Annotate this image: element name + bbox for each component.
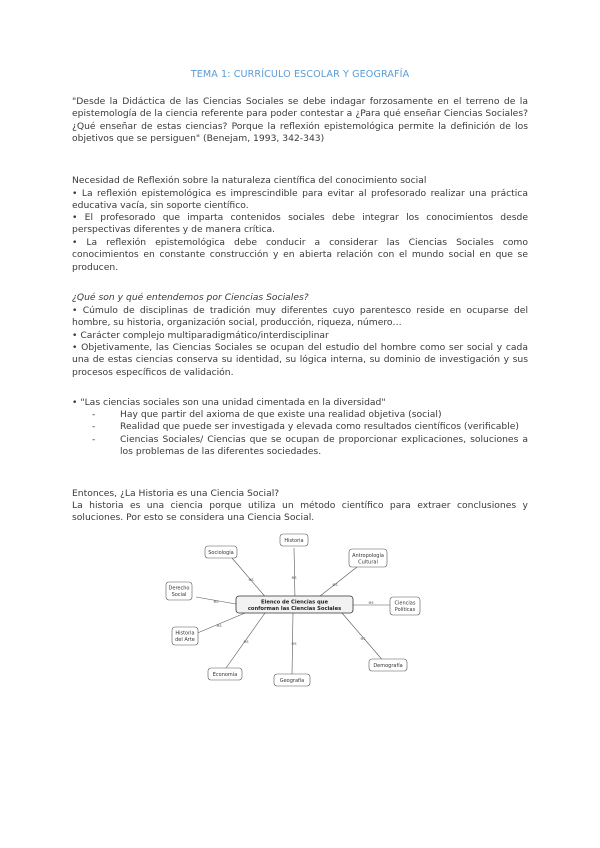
section1-heading: Necesidad de Reflexión sobre la naturaleza científica del conocimiento social	[72, 175, 427, 186]
node-historia	[280, 534, 308, 546]
node-label: Sociología	[208, 550, 234, 556]
node-geografia	[274, 674, 310, 686]
page-title: TEMA 1: CURRÍCULO ESCOLAR Y GEOGRAFÍA	[190, 69, 410, 80]
link-label: es	[332, 583, 338, 588]
intro-quote: "Desde la Didáctica de las Ciencias Sociales se debe indagar forzosamente en el terreno de la epistemología de la ciencia referente para poder contestar a ¿Para qué enseñar Ciencias Sociales? ¿Qué enseñar de estas ciencias? Porque la reflexión epistemológica permite la definición de los objetivos que se persiguen" (Benejam, 1993, 342-343)	[72, 96, 528, 144]
link-line	[294, 548, 295, 600]
link-label: es	[360, 637, 366, 642]
section1-bullet: • El profesorado que imparta contenidos sociales debe integrar los conocimientos desde perspectivas diferentes y de manera crítica.	[72, 212, 528, 236]
node-label: Demografía	[373, 663, 403, 669]
node-label: Ciencias	[394, 600, 416, 607]
node-label: Historia	[284, 538, 304, 544]
link-label: es	[291, 576, 297, 581]
dash-marker: -	[92, 409, 96, 420]
link-label: es	[243, 640, 249, 645]
node-label: Historia	[175, 630, 195, 637]
center-node-line: conforman las Ciencias Sociales	[247, 606, 342, 612]
node-demografia	[369, 659, 407, 671]
node-label: Economía	[212, 672, 238, 678]
dash-marker: -	[92, 421, 96, 433]
node-ciencias-politicas	[390, 597, 420, 615]
link-label: es	[216, 624, 222, 629]
section4-question: Entonces, ¿La Historia es una Ciencia Social?	[72, 488, 280, 499]
node-label: Cultural	[358, 559, 378, 566]
dash-marker: -	[92, 433, 96, 445]
center-node-line: Elenco de Ciencias que	[261, 599, 328, 606]
section2-bullet: • Carácter complejo multiparadigmático/interdisciplinar	[72, 330, 329, 341]
node-sociologia	[205, 546, 237, 558]
section2-heading: ¿Qué son y qué entendemos por Ciencias Sociales?	[72, 292, 309, 303]
section2-bullet: • Cúmulo de disciplinas de tradición muy diferentes cuyo parentesco reside en ocuparse del hombre, su historia, organización social, producción, riqueza, número…	[72, 305, 528, 329]
list-item-text: Ciencias Sociales/ Ciencias que se ocupan de proporcionar explicaciones, soluciones a los problemas de las diferentes sociedades.	[120, 433, 528, 457]
section3-intro: • "Las ciencias sociales son una unidad cimentada en la diversidad"	[72, 397, 386, 408]
center-node	[236, 596, 353, 613]
section2-bullet: • Objetivamente, las Ciencias Sociales se ocupan del estudio del hombre como ser social y cada una de estas ciencias conserva su identidad, su lógica interna, su dominio de investigación y sus procesos específicos de validación.	[72, 342, 528, 378]
link-label: es	[368, 601, 374, 606]
node-label: Social	[171, 592, 187, 598]
node-derecho	[166, 582, 192, 600]
link-label: es	[248, 578, 254, 583]
node-label: del Arte	[175, 637, 195, 643]
node-label: Geografía	[279, 678, 305, 684]
node-label: Políticas	[394, 607, 416, 613]
list-item-text: Hay que partir del axioma de que existe una realidad objetiva (social)	[120, 409, 442, 420]
section1-bullet: • La reflexión epistemológica es imprescindible para evitar al profesorado realizar una práctica educativa vacía, sin soporte científico.	[72, 187, 528, 211]
link-label: es	[213, 600, 219, 605]
node-label: Derecho	[168, 585, 190, 592]
node-economia	[208, 668, 242, 680]
list-item-text: Realidad que puede ser investigada y elevada como resultados científicos (verificable)	[120, 421, 520, 433]
section4-answer: La historia es una ciencia porque utiliza un método científico para extraer conclusiones y soluciones. Por esto se considera una Ciencia Social.	[72, 500, 528, 524]
node-antropologia	[349, 549, 387, 567]
node-label: Antropología	[352, 553, 384, 559]
link-label: es	[291, 642, 297, 647]
node-historia-arte	[172, 627, 198, 645]
section1-bullet: • La reflexión epistemológica debe conducir a considerar las Ciencias Sociales como conocimientos en constante construcción y en abierta relación con el mundo social en que se producen.	[72, 237, 528, 273]
